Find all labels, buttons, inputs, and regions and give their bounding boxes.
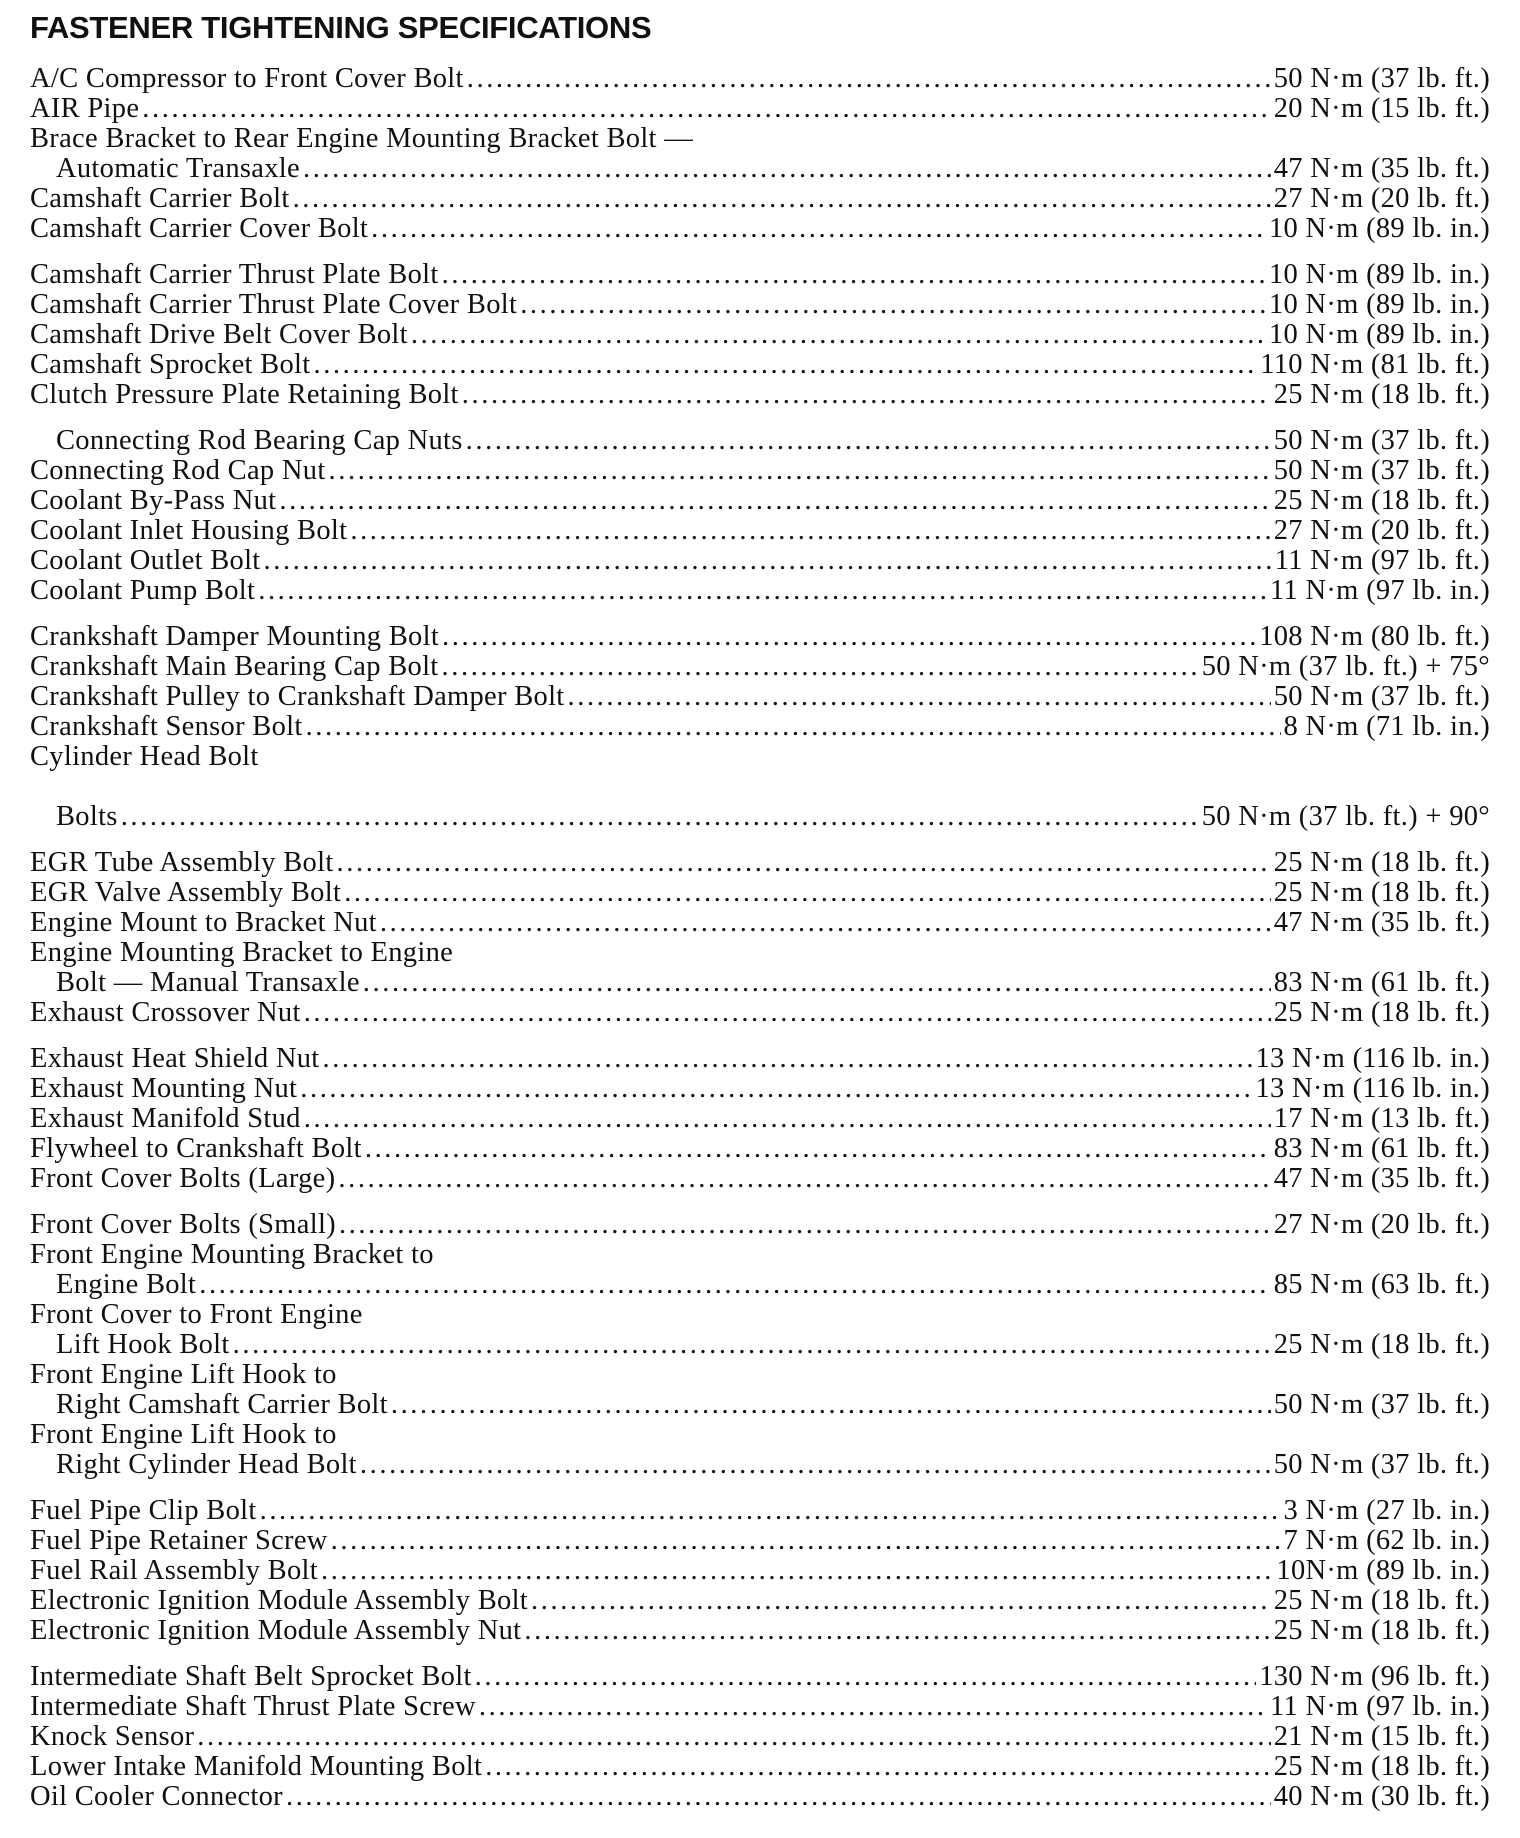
spec-row [30, 456, 1490, 486]
dot-leader [331, 1526, 1281, 1556]
spec-row [30, 516, 1490, 546]
dot-leader [467, 64, 1271, 94]
spec-group [30, 848, 1490, 1028]
spec-label: Front Cover Bolts (Large) [30, 1164, 336, 1194]
spec-value: 25 N·m (18 lb. ft.) [1273, 998, 1490, 1028]
spacer [30, 772, 1490, 802]
spec-group [30, 1662, 1490, 1812]
spec-row [30, 124, 1490, 154]
spec-row [30, 1270, 1490, 1300]
spec-value: 21 N·m (15 lb. ft.) [1273, 1722, 1490, 1752]
spec-row [30, 1300, 1490, 1330]
dot-leader [322, 1044, 1252, 1074]
dot-leader [321, 1556, 1273, 1586]
spec-group [30, 1496, 1490, 1646]
spec-group [30, 1044, 1490, 1194]
spec-value: 25 N·m (18 lb. ft.) [1273, 1586, 1490, 1616]
spec-value: 27 N·m (20 lb. ft.) [1273, 184, 1490, 214]
spec-value: 50 N·m (37 lb. ft.) [1273, 1390, 1490, 1420]
dot-leader [380, 908, 1271, 938]
spec-group [30, 260, 1490, 410]
spec-label: Intermediate Shaft Belt Sprocket Bolt [30, 1662, 472, 1692]
dot-leader [360, 1450, 1271, 1480]
spec-row [30, 998, 1490, 1028]
spec-label: Crankshaft Damper Mounting Bolt [30, 622, 440, 652]
spec-row [30, 802, 1490, 832]
spec-row [30, 184, 1490, 214]
spec-label: Coolant Outlet Bolt [30, 546, 261, 576]
spec-row [30, 1782, 1490, 1812]
dot-leader [337, 848, 1271, 878]
spec-row [30, 350, 1490, 380]
spec-value: 10 N·m (89 lb. in.) [1268, 260, 1490, 290]
spec-label: Front Engine Lift Hook to [30, 1420, 337, 1450]
spec-row [30, 1074, 1490, 1104]
dot-leader [303, 154, 1271, 184]
spec-label: Exhaust Heat Shield Nut [30, 1044, 320, 1074]
spec-label: Clutch Pressure Plate Retaining Bolt [30, 380, 459, 410]
spec-label: Knock Sensor [30, 1722, 195, 1752]
spec-value: 20 N·m (15 lb. ft.) [1273, 94, 1490, 124]
spec-label: Exhaust Manifold Stud [30, 1104, 301, 1134]
spec-row [30, 576, 1490, 606]
spec-label: Fuel Rail Assembly Bolt [30, 1556, 318, 1586]
spec-label: Crankshaft Pulley to Crankshaft Damper Bolt [30, 682, 565, 712]
spec-label: Cylinder Head Bolt [30, 742, 259, 772]
spec-label: Coolant Inlet Housing Bolt [30, 516, 348, 546]
spec-label: Engine Mounting Bracket to Engine [30, 938, 454, 968]
spec-value: 27 N·m (20 lb. ft.) [1273, 516, 1490, 546]
spec-value: 50 N·m (37 lb. ft.) [1273, 682, 1490, 712]
spec-label: Engine Mount to Bracket Nut [30, 908, 377, 938]
spec-label: Fuel Pipe Retainer Screw [30, 1526, 328, 1556]
dot-leader [462, 380, 1271, 410]
spec-value: 25 N·m (18 lb. ft.) [1273, 878, 1490, 908]
spec-row [30, 1722, 1490, 1752]
dot-leader [339, 1210, 1271, 1240]
spec-row [30, 1330, 1490, 1360]
spec-row [30, 652, 1490, 682]
spec-label: Front Engine Lift Hook to [30, 1360, 337, 1390]
dot-leader [329, 456, 1271, 486]
spec-label: Camshaft Carrier Thrust Plate Bolt [30, 260, 439, 290]
spec-label: Electronic Ignition Module Assembly Bolt [30, 1586, 529, 1616]
spec-row [30, 1134, 1490, 1164]
spec-label: AIR Pipe [30, 94, 140, 124]
dot-leader [304, 998, 1271, 1028]
spec-value: 83 N·m (61 lb. ft.) [1273, 968, 1490, 998]
dot-leader [121, 802, 1199, 832]
spec-group [30, 64, 1490, 244]
dot-leader [344, 878, 1271, 908]
spec-row [30, 546, 1490, 576]
spec-value: 108 N·m (80 lb. ft.) [1259, 622, 1490, 652]
dot-leader [350, 516, 1270, 546]
spec-row [30, 1556, 1490, 1586]
spec-row [30, 968, 1490, 998]
spec-value: 25 N·m (18 lb. ft.) [1273, 486, 1490, 516]
spec-label: Coolant By-Pass Nut [30, 486, 277, 516]
spec-label: Bolt — Manual Transaxle [56, 968, 360, 998]
dot-leader [300, 1074, 1252, 1104]
spec-value: 10 N·m (89 lb. in.) [1268, 214, 1490, 244]
spec-label: Intermediate Shaft Thrust Plate Screw [30, 1692, 476, 1722]
spec-label: Camshaft Drive Belt Cover Bolt [30, 320, 408, 350]
spec-value: 11 N·m (97 lb. in.) [1270, 1692, 1490, 1722]
spec-row [30, 486, 1490, 516]
spec-label: Camshaft Sprocket Bolt [30, 350, 311, 380]
spec-label: A/C Compressor to Front Cover Bolt [30, 64, 464, 94]
dot-leader [391, 1390, 1271, 1420]
dot-leader [363, 968, 1271, 998]
spec-label: Connecting Rod Cap Nut [30, 456, 326, 486]
dot-leader [531, 1586, 1271, 1616]
dot-leader [286, 1782, 1271, 1812]
spec-group [30, 622, 1490, 832]
spec-label: Front Cover to Front Engine [30, 1300, 363, 1330]
spec-row [30, 1360, 1490, 1390]
spec-row [30, 1164, 1490, 1194]
spec-row [30, 1390, 1490, 1420]
spec-value: 25 N·m (18 lb. ft.) [1273, 380, 1490, 410]
spec-value: 10N·m (89 lb. in.) [1276, 1556, 1490, 1586]
spec-label: Automatic Transaxle [56, 154, 300, 184]
dot-leader [442, 622, 1256, 652]
spec-list [30, 64, 1490, 1812]
spec-value: 13 N·m (116 lb. in.) [1255, 1044, 1490, 1074]
spec-value: 50 N·m (37 lb. ft.) [1273, 1450, 1490, 1480]
spec-row [30, 214, 1490, 244]
spec-row [30, 1044, 1490, 1074]
spec-label: Engine Bolt [56, 1270, 197, 1300]
spec-label: Connecting Rod Bearing Cap Nuts [56, 426, 463, 456]
spec-label: Exhaust Crossover Nut [30, 998, 301, 1028]
spec-row [30, 1662, 1490, 1692]
spec-label: Fuel Pipe Clip Bolt [30, 1496, 257, 1526]
spec-label: Camshaft Carrier Cover Bolt [30, 214, 369, 244]
dot-leader [260, 1496, 1281, 1526]
dot-leader [233, 1330, 1271, 1360]
spec-row [30, 848, 1490, 878]
spec-label: Crankshaft Main Bearing Cap Bolt [30, 652, 439, 682]
spec-label: Right Cylinder Head Bolt [56, 1450, 357, 1480]
spec-value: 11 N·m (97 lb. in.) [1270, 576, 1490, 606]
dot-leader [304, 1104, 1271, 1134]
spec-row [30, 1420, 1490, 1450]
spec-label: Right Camshaft Carrier Bolt [56, 1390, 388, 1420]
spec-value: 50 N·m (37 lb. ft.) [1273, 64, 1490, 94]
spec-row [30, 320, 1490, 350]
dot-leader [475, 1662, 1257, 1692]
spec-value: 130 N·m (96 lb. ft.) [1259, 1662, 1490, 1692]
spec-label: Coolant Pump Bolt [30, 576, 256, 606]
spec-label: Exhaust Mounting Nut [30, 1074, 298, 1104]
dot-leader [293, 184, 1271, 214]
spec-group [30, 1210, 1490, 1480]
spec-value: 11 N·m (97 lb. ft.) [1274, 546, 1490, 576]
spec-value: 47 N·m (35 lb. ft.) [1273, 154, 1490, 184]
spec-label: EGR Valve Assembly Bolt [30, 878, 342, 908]
dot-leader [197, 1722, 1270, 1752]
spec-row [30, 1240, 1490, 1270]
spec-row [30, 1450, 1490, 1480]
spec-value: 10 N·m (89 lb. in.) [1268, 290, 1490, 320]
spec-value: 25 N·m (18 lb. ft.) [1273, 1616, 1490, 1646]
spec-value: 17 N·m (13 lb. ft.) [1273, 1104, 1490, 1134]
spec-label: Front Cover Bolts (Small) [30, 1210, 336, 1240]
spec-group [30, 426, 1490, 606]
spec-value: 25 N·m (18 lb. ft.) [1273, 1330, 1490, 1360]
dot-leader [371, 214, 1266, 244]
spec-row [30, 94, 1490, 124]
dot-leader [479, 1692, 1267, 1722]
spec-row [30, 682, 1490, 712]
dot-leader [279, 486, 1270, 516]
spec-row [30, 938, 1490, 968]
spec-value: 40 N·m (30 lb. ft.) [1273, 1782, 1490, 1812]
spec-value: 7 N·m (62 lb. in.) [1283, 1526, 1490, 1556]
spec-row [30, 290, 1490, 320]
dot-leader [568, 682, 1271, 712]
spec-row [30, 1752, 1490, 1782]
spec-row [30, 1496, 1490, 1526]
spec-row [30, 380, 1490, 410]
spec-value: 47 N·m (35 lb. ft.) [1273, 1164, 1490, 1194]
spec-row [30, 742, 1490, 772]
spec-row [30, 622, 1490, 652]
spec-value: 85 N·m (63 lb. ft.) [1273, 1270, 1490, 1300]
spec-row [30, 64, 1490, 94]
spec-row [30, 1586, 1490, 1616]
dot-leader [313, 350, 1257, 380]
dot-leader [306, 712, 1281, 742]
dot-leader [338, 1164, 1270, 1194]
spec-row [30, 154, 1490, 184]
spec-value: 110 N·m (81 lb. ft.) [1260, 350, 1490, 380]
dot-leader [442, 260, 1266, 290]
dot-leader [466, 426, 1271, 456]
spec-row [30, 1526, 1490, 1556]
spec-label: Flywheel to Crankshaft Bolt [30, 1134, 362, 1164]
spec-label: Electronic Ignition Module Assembly Nut [30, 1616, 522, 1646]
spec-row [30, 712, 1490, 742]
spec-row [30, 1210, 1490, 1240]
spec-row [30, 878, 1490, 908]
dot-leader [485, 1752, 1271, 1782]
spec-document [30, 6, 1490, 1828]
dot-leader [199, 1270, 1271, 1300]
spec-value: 13 N·m (116 lb. in.) [1255, 1074, 1490, 1104]
spec-value: 50 N·m (37 lb. ft.) + 75° [1201, 652, 1490, 682]
spec-row [30, 260, 1490, 290]
spec-value: 3 N·m (27 lb. in.) [1283, 1496, 1490, 1526]
spec-label: Crankshaft Sensor Bolt [30, 712, 303, 742]
spec-label: Lift Hook Bolt [56, 1330, 230, 1360]
spec-row [30, 1104, 1490, 1134]
spec-value: 47 N·m (35 lb. ft.) [1273, 908, 1490, 938]
dot-leader [365, 1134, 1271, 1164]
dot-leader [520, 290, 1266, 320]
dot-leader [524, 1616, 1270, 1646]
spec-label: Lower Intake Manifold Mounting Bolt [30, 1752, 483, 1782]
spec-value: 50 N·m (37 lb. ft.) [1273, 456, 1490, 486]
page-title: FASTENER TIGHTENING SPECIFICATIONS [30, 10, 652, 45]
spec-row [30, 1616, 1490, 1646]
dot-leader [442, 652, 1199, 682]
spec-value: 8 N·m (71 lb. in.) [1283, 712, 1490, 742]
spec-label: Bolts [56, 802, 118, 832]
spec-value: 25 N·m (18 lb. ft.) [1273, 848, 1490, 878]
dot-leader [411, 320, 1266, 350]
spec-label: Brace Bracket to Rear Engine Mounting Bracket Bolt — [30, 124, 694, 154]
dot-leader [258, 576, 1267, 606]
spec-row [30, 1692, 1490, 1722]
spec-value: 27 N·m (20 lb. ft.) [1273, 1210, 1490, 1240]
spec-value: 10 N·m (89 lb. in.) [1268, 320, 1490, 350]
spec-label: Oil Cooler Connector [30, 1782, 283, 1812]
spec-value: 50 N·m (37 lb. ft.) [1273, 426, 1490, 456]
spec-label: Front Engine Mounting Bracket to [30, 1240, 434, 1270]
dot-leader [142, 94, 1270, 124]
spec-label: Camshaft Carrier Thrust Plate Cover Bolt [30, 290, 518, 320]
spec-value: 50 N·m (37 lb. ft.) + 90° [1201, 802, 1490, 832]
spec-label: Camshaft Carrier Bolt [30, 184, 290, 214]
spec-label: EGR Tube Assembly Bolt [30, 848, 334, 878]
spec-value: 25 N·m (18 lb. ft.) [1273, 1752, 1490, 1782]
spec-row [30, 908, 1490, 938]
spec-value: 83 N·m (61 lb. ft.) [1273, 1134, 1490, 1164]
spec-row [30, 426, 1490, 456]
dot-leader [264, 546, 1272, 576]
